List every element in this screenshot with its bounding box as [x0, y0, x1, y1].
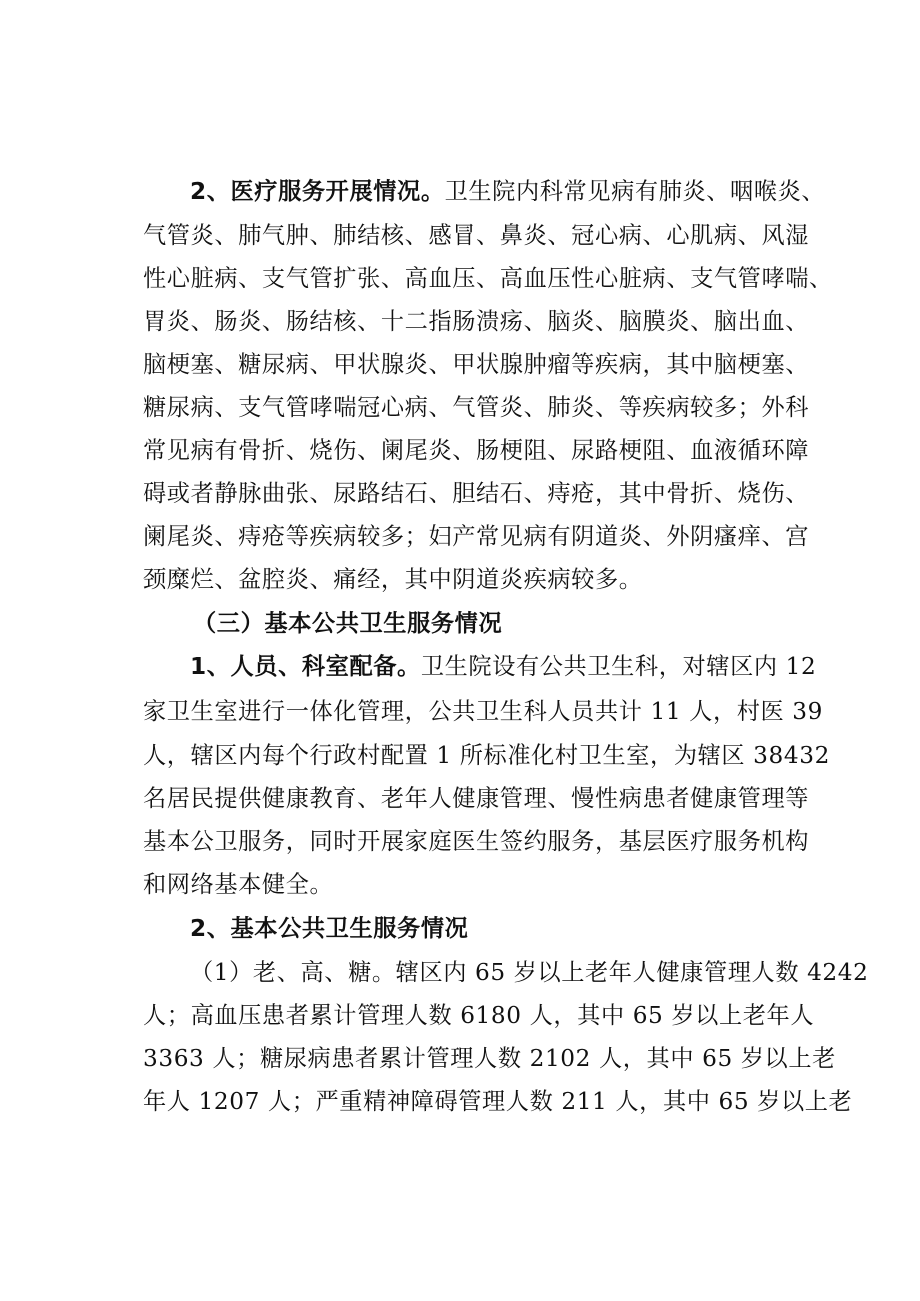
paragraph-first-line — [190, 652, 816, 682]
paragraph-line: 名居民提供健康教育、老年人健康管理、慢性病患者健康管理等 — [143, 785, 810, 812]
section-heading: （三）基本公共卫生服务情况 — [193, 610, 503, 637]
paragraph-line: 3363 人；糖尿病患者累计管理人数 2102 人，其中 65 岁以上老 — [143, 1045, 836, 1072]
paragraph-line: 脑梗塞、糖尿病、甲状腺炎、甲状腺肿瘤等疾病，其中脑梗塞、 — [143, 351, 810, 378]
paragraph-line: 气管炎、肺气肿、肺结核、感冒、鼻炎、冠心病、心肌病、风湿 — [143, 222, 810, 249]
paragraph-line: 颈糜烂、盆腔炎、痛经，其中阴道炎疾病较多。 — [143, 566, 643, 593]
paragraph-line: 和网络基本健全。 — [143, 871, 334, 898]
paragraph-heading: 2、医疗服务开展情况。 — [190, 178, 445, 205]
paragraph-line: 碍或者静脉曲张、尿路结石、胆结石、痔疮，其中骨折、烧伤、 — [143, 480, 810, 507]
paragraph-first-line — [190, 177, 825, 207]
paragraph-line: 人；高血压患者累计管理人数 6180 人，其中 65 岁以上老年人 — [143, 1002, 815, 1029]
subsection-heading: 2、基本公共卫生服务情况 — [190, 915, 469, 942]
paragraph-heading: 1、人员、科室配备。 — [190, 653, 421, 680]
paragraph-line: 阑尾炎、痔疮等疾病较多；妇产常见病有阴道炎、外阴瘙痒、宫 — [143, 523, 810, 550]
paragraph-line: 人，辖区内每个行政村配置 1 所标准化村卫生室，为辖区 38432 — [143, 742, 830, 769]
paragraph-line: 家卫生室进行一体化管理，公共卫生科人员共计 11 人，村医 39 — [143, 698, 824, 725]
paragraph-line: 基本公卫服务，同时开展家庭医生签约服务，基层医疗服务机构 — [143, 828, 810, 855]
paragraph-line: 糖尿病、支气管哮喘冠心病、气管炎、肺炎、等疾病较多；外科 — [143, 394, 810, 421]
paragraph-line: 年人 1207 人；严重精神障碍管理人数 211 人，其中 65 岁以上老 — [143, 1088, 853, 1115]
paragraph-line: 性心脏病、支气管扩张、高血压、高血压性心脏病、支气管哮喘、 — [143, 265, 833, 292]
paragraph-text: 卫生院设有公共卫生科，对辖区内 12 — [420, 653, 817, 680]
paragraph-text: 卫生院内科常见病有肺炎、咽喉炎、 — [444, 178, 826, 205]
paragraph-line: 胃炎、肠炎、肠结核、十二指肠溃疡、脑炎、脑膜炎、脑出血、 — [143, 308, 810, 335]
paragraph-line: 常见病有骨折、烧伤、阑尾炎、肠梗阻、尿路梗阻、血液循环障 — [143, 437, 810, 464]
paragraph-first-line: （1）老、高、糖。辖区内 65 岁以上老年人健康管理人数 4242 — [190, 959, 869, 986]
